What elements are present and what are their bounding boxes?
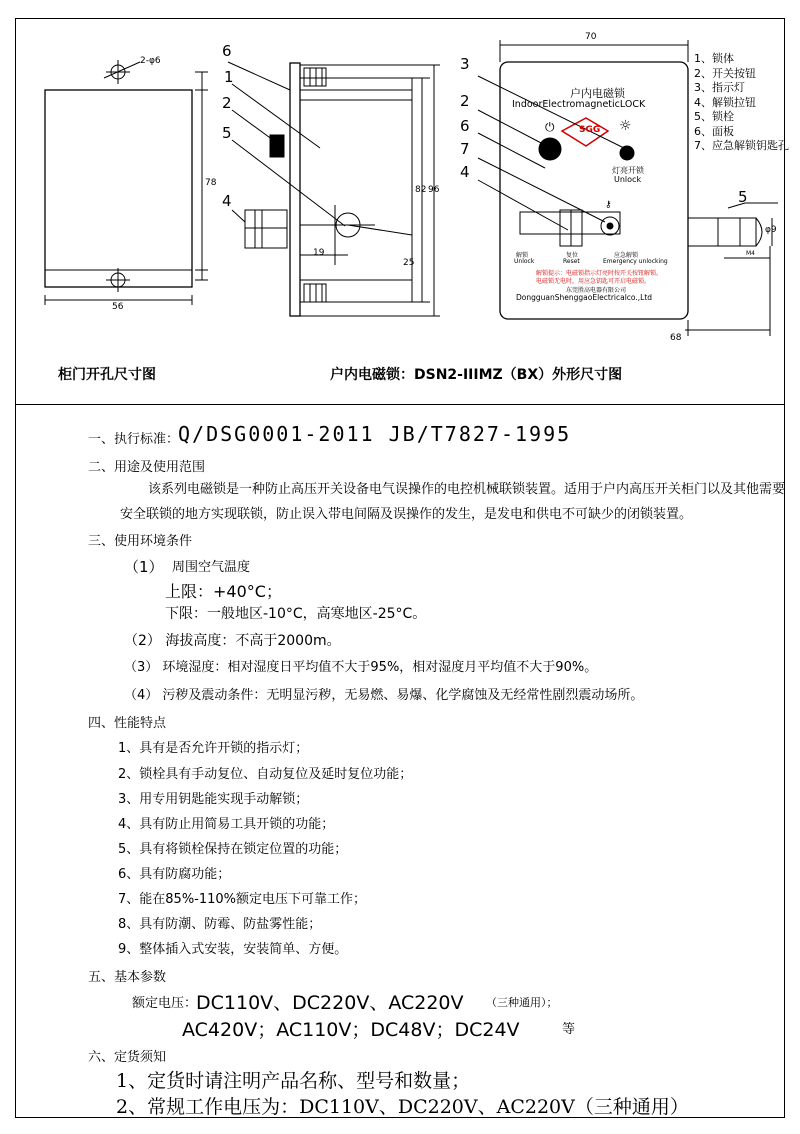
- unlock-en: Unlock: [514, 258, 535, 265]
- unlock-label: 解锁: [516, 252, 529, 259]
- legend-item: 4、解锁拉钮: [694, 95, 756, 109]
- panel-title-cn: 户内电磁锁: [570, 87, 625, 100]
- s2-line1: 该系列电磁锁是一种防止高压开关设备电气误操作的电控机械联锁装置。适用于户内高压开关柜门以及其他需要: [148, 482, 786, 497]
- s3-label: 三、使用环境条件: [88, 534, 193, 549]
- s2-line2: 安全联锁的地方实现联锁，防止误入带电间隔及误操作的发生，是发电和供电不可缺少的闭锁装置。: [120, 507, 693, 522]
- s3-2: （2） 海拔高度：不高于2000m。: [124, 633, 341, 649]
- dim-96: 96: [428, 185, 440, 195]
- s3-1-num: （1）: [124, 558, 164, 576]
- legend-item: 3、指示灯: [694, 81, 745, 94]
- emergency-cn: 应急解锁: [614, 252, 639, 259]
- feature-item: 6、具有防腐功能；: [118, 867, 231, 882]
- reset-en: Reset: [563, 258, 580, 265]
- legend-item: 1、锁体: [694, 52, 734, 65]
- s3-lower: 下限：一般地区-10°C，高寒地区-25°C。: [165, 606, 427, 622]
- dim-56: 56: [112, 302, 124, 312]
- legend-item: 6、面板: [694, 124, 734, 138]
- emergency-en: Emergency unlocking: [603, 258, 668, 265]
- dim-68: 68: [670, 333, 682, 343]
- dim-phi6: 2-φ6: [140, 56, 161, 66]
- dim-25: 25: [403, 258, 415, 268]
- s3-4: （4） 污秽及震动条件：无明显污秽，无易燃、易爆、化学腐蚀及无经常性剧烈震动场所。: [124, 688, 644, 703]
- reset-cn: 复位: [566, 252, 579, 259]
- s5-line1: DC110V、DC220V、AC220V: [196, 992, 464, 1014]
- callout-6-front: 6: [460, 117, 470, 135]
- s3-1-label: 周围空气温度: [172, 560, 251, 575]
- s5-suffix: 等: [562, 1022, 576, 1037]
- company-en: DongguanShenggaoElectricalco.,Ltd: [516, 293, 653, 302]
- power-icon: ⏻: [545, 120, 555, 134]
- callout-1-left: 1: [224, 68, 234, 86]
- feature-item: 8、具有防潮、防霉、防盐雾性能；: [118, 917, 322, 932]
- legend-item: 2、开关按钮: [694, 66, 756, 80]
- callout-6-left: 6: [222, 42, 232, 60]
- callout-4-left: 4: [222, 192, 232, 210]
- brand-logo: SGG: [579, 125, 601, 135]
- dim-82: 82: [415, 185, 427, 195]
- s3-upper: 上限：+40°C；: [165, 582, 282, 601]
- switch-button: [539, 138, 561, 160]
- legend-item: 7、应急解锁钥匙孔: [694, 139, 789, 152]
- dim-19: 19: [313, 248, 325, 258]
- feature-item: 5、具有将锁栓保持在锁定位置的功能；: [118, 842, 348, 857]
- cutout-outline: [45, 90, 192, 287]
- callout-5-left: 5: [222, 124, 232, 142]
- s5-note: （三种通用）；: [486, 996, 558, 1009]
- light-switch-en: Unlock: [614, 175, 642, 184]
- order-note-1: 1、定货时请注明产品名称、型号和数量；: [116, 1070, 471, 1092]
- caption-right: 户内电磁锁：DSN2-IIIMZ（BX）外形尺寸图: [330, 367, 623, 383]
- light-switch-cn: 灯亮开锁: [612, 166, 644, 175]
- feature-item: 4、具有防止用简易工具开锁的功能；: [118, 817, 335, 832]
- s3-3: （3） 环境湿度：相对湿度日平均值不大于95%，相对湿度月平均值不大于90%。: [124, 660, 598, 675]
- company-cn: 东莞胜高电器有限公司: [566, 287, 627, 294]
- dim-70: 70: [585, 32, 597, 42]
- feature-item: 3、用专用钥匙能实现手动解锁；: [118, 792, 309, 807]
- callout-5-front: 5: [738, 188, 748, 206]
- callout-2-front: 2: [460, 92, 470, 110]
- legend-item: 5、锁栓: [694, 110, 734, 123]
- s5-label: 五、基本参数: [88, 970, 167, 985]
- indicator-lamp: [620, 146, 634, 160]
- legend: [694, 52, 789, 154]
- side-panel: [290, 63, 300, 316]
- s1-value: Q/DSG0001-2011 JB/T7827-1995: [178, 422, 572, 446]
- light-icon: ☼: [619, 118, 632, 134]
- s4-label: 四、性能特点: [88, 716, 167, 731]
- s5-line2: AC420V；AC110V；DC48V；DC24V: [182, 1019, 520, 1041]
- callout-2-left: 2: [222, 94, 232, 112]
- key-icon: ⚷: [605, 200, 612, 210]
- dim-phi9: φ9: [765, 225, 777, 235]
- callout-7-front: 7: [460, 140, 470, 158]
- section-divider: [15, 404, 785, 405]
- dim-m4: M4: [746, 250, 755, 257]
- caption-left: 柜门开孔尺寸图: [58, 367, 156, 383]
- feature-item: 7、能在85%-110%额定电压下可靠工作；: [118, 892, 367, 907]
- feature-item: 1、具有是否允许开锁的指示灯；: [118, 741, 309, 756]
- order-note-2: 2、常规工作电压为：DC110V、DC220V、AC220V（三种通用）: [116, 1096, 689, 1118]
- feature-item: 2、锁栓具有手动复位、自动复位及延时复位功能；: [118, 767, 413, 782]
- feature-item: 9、整体插入式安装，安装简单、方便。: [118, 942, 348, 957]
- callout-3-front: 3: [460, 55, 470, 73]
- warning-line1: 解锁提示：电磁锁指示灯亮时按开关按钮解锁。: [536, 270, 663, 277]
- dim-78: 78: [205, 178, 217, 188]
- s2-label: 二、用途及使用范围: [88, 460, 206, 475]
- callout-4-front: 4: [460, 163, 470, 181]
- warning-line2: 电磁锁无电时，用应急钥匙可开启电磁锁。: [536, 278, 651, 285]
- s5-prefix: 额定电压：: [132, 996, 198, 1011]
- panel-title-en: IndoorElectromagneticLOCK: [512, 99, 646, 110]
- s6-label: 六、定货须知: [88, 1050, 167, 1065]
- s1-label: 一、执行标准：: [88, 432, 180, 447]
